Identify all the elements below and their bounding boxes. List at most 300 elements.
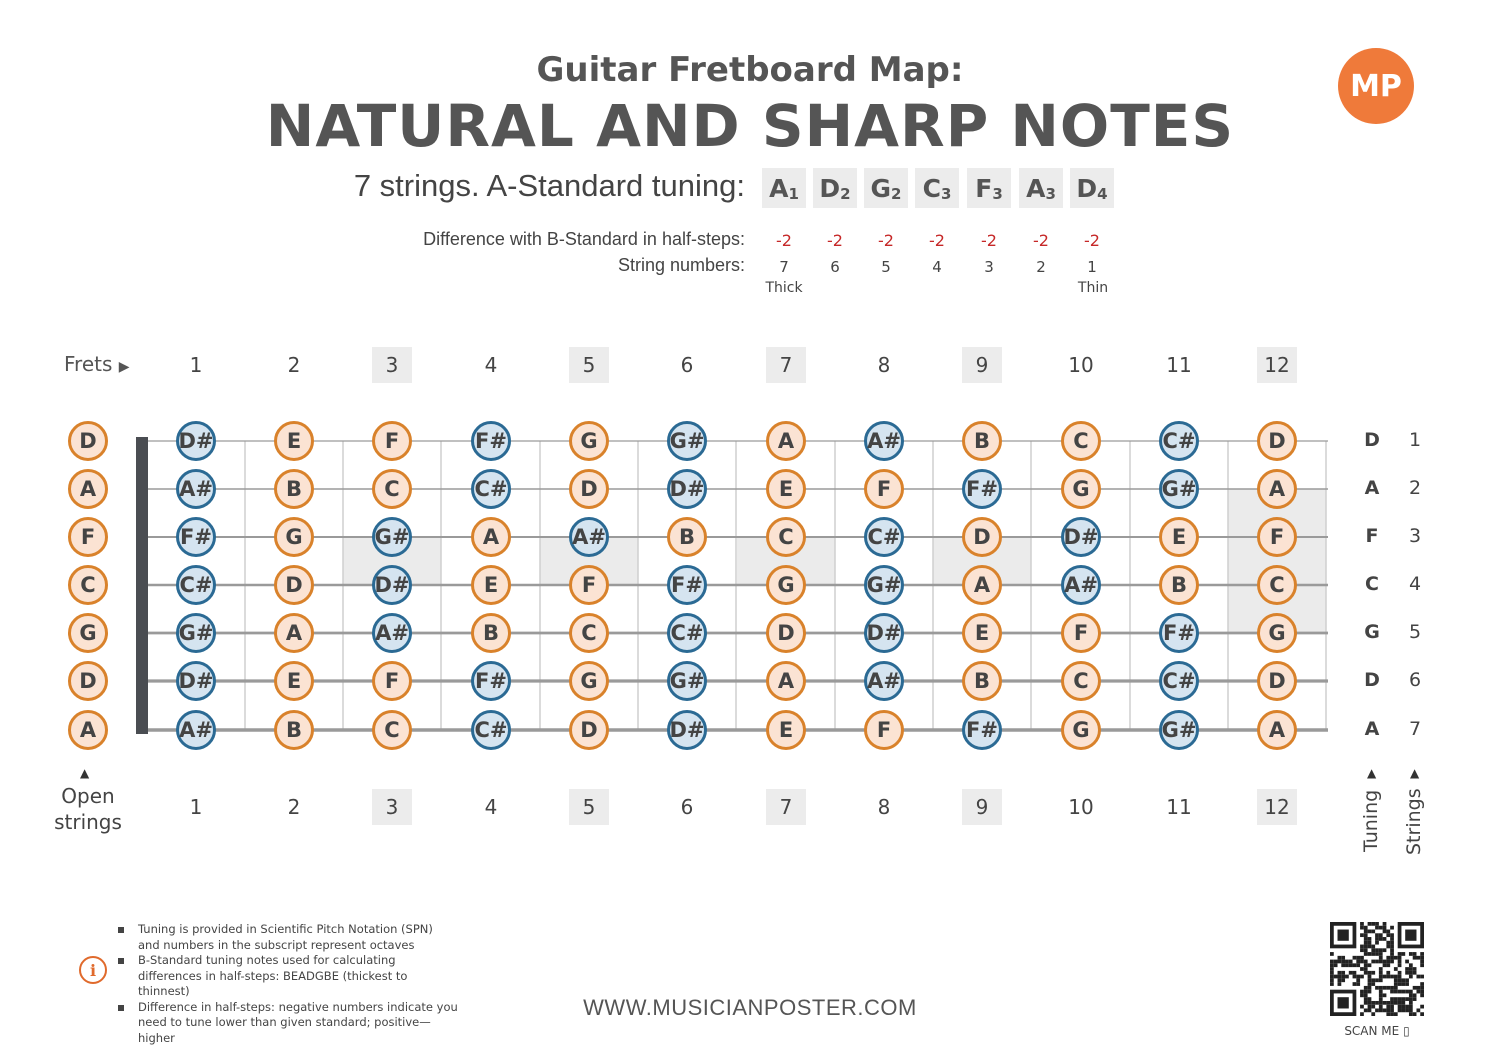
qr-module [1368,952,1372,956]
qr-module [1356,963,1360,967]
qr-module [1330,978,1334,982]
qr-module [1360,975,1364,979]
fret-note: C# [1159,661,1199,701]
right-string-number: 2 [1408,477,1422,499]
fret-number: 1 [189,795,203,819]
qr-module [1386,1005,1390,1009]
qr-module [1409,967,1413,971]
fret-note: C [569,613,609,653]
fret-number: 6 [680,795,694,819]
qr-module [1371,971,1375,975]
qr-module [1375,922,1379,926]
qr-module [1334,963,1338,967]
qr-module [1338,997,1349,1008]
qr-module [1394,956,1398,960]
fret-note: G# [372,517,412,557]
fret-note: E [471,565,511,605]
qr-module [1360,993,1364,997]
fret-note: A# [176,710,216,750]
fret-number: 9 [962,347,1002,383]
qr-module [1386,963,1390,967]
qr-module [1386,1008,1390,1012]
fret-marker-shade [1228,489,1326,633]
fret-number: 12 [1257,347,1297,383]
fret-note: D# [667,469,707,509]
tuning-note-octave: 2 [891,185,902,203]
qr-module [1398,963,1402,967]
arrow-up-icon: ▲ [80,766,90,780]
right-tuning-note: G [1364,621,1380,643]
qr-module [1330,952,1334,956]
fret-note: G# [1159,710,1199,750]
qr-module [1383,975,1387,979]
qr-module [1416,975,1420,979]
qr-module [1398,1001,1402,1005]
fret-note: F# [962,469,1002,509]
fret-note: B [274,710,314,750]
diff-value: -2 [981,231,997,250]
diff-value: -2 [827,231,843,250]
fret-note: G [274,517,314,557]
qr-module [1360,933,1364,937]
fret-note: E [766,469,806,509]
qr-module [1353,971,1357,975]
fret-note: E [274,421,314,461]
qr-module [1375,952,1379,956]
string-number: 4 [932,258,942,276]
qr-module [1368,978,1372,982]
qr-module [1341,960,1345,964]
string-number: 3 [984,258,994,276]
qr-module [1413,956,1417,960]
qr-module [1375,978,1379,982]
qr-module [1364,1001,1368,1005]
qr-module [1375,941,1379,945]
qr-module [1409,1012,1413,1016]
qr-module [1371,930,1375,934]
tuning-note-octave: 2 [840,185,851,203]
qr-module [1390,952,1394,956]
right-string-number: 5 [1408,621,1422,643]
right-string-number: 6 [1408,669,1422,691]
qr-module [1398,956,1402,960]
qr-module [1386,945,1390,949]
qr-module [1360,1005,1364,1009]
qr-module [1386,930,1390,934]
qr-module [1353,975,1357,979]
qr-module [1371,978,1375,982]
qr-module [1330,960,1334,964]
fret-note: D [962,517,1002,557]
qr-module [1405,1005,1409,1009]
right-string-number: 7 [1408,718,1422,740]
fret-number: 7 [766,347,806,383]
tuning-note-octave: 3 [1045,185,1056,203]
tuning-note-letter: A [1026,173,1046,203]
fret-note: F# [471,421,511,461]
fret-note: A [766,421,806,461]
fret-number: 1 [189,353,203,377]
right-string-number: 3 [1408,525,1422,547]
qr-module [1379,933,1383,937]
qr-module [1409,993,1413,997]
fret-note: A [1257,469,1297,509]
qr-module [1364,952,1368,956]
fret-note: A [962,565,1002,605]
qr-module [1383,1008,1387,1012]
qr-module [1394,986,1398,990]
qr-module [1345,960,1349,964]
fret-note: D# [667,710,707,750]
qr-module [1386,1001,1390,1005]
qr-module [1330,975,1334,979]
qr-module [1390,937,1394,941]
fret-note: B [667,517,707,557]
fret-note: G# [864,565,904,605]
fret-number: 3 [372,789,412,825]
qr-module [1349,963,1353,967]
qr-module [1360,948,1364,952]
qr-module [1341,978,1345,982]
qr-module [1390,948,1394,952]
qr-module [1379,1005,1383,1009]
qr-module [1360,990,1364,994]
open-string-note: G [68,613,108,653]
qr-module [1353,956,1357,960]
qr-module [1398,982,1402,986]
tuning-note-letter: A [769,173,789,203]
qr-module [1349,971,1353,975]
qr-module [1394,997,1398,1001]
qr-module [1398,990,1402,994]
qr-module [1364,933,1368,937]
qr-module [1383,986,1387,990]
right-tuning-note: D [1364,669,1380,691]
qr-module [1338,978,1342,982]
fret-note: C# [864,517,904,557]
qr-module [1398,952,1402,956]
fret-note: G [766,565,806,605]
website-link[interactable]: WWW.MUSICIANPOSTER.COM [583,995,917,1020]
qr-module [1375,1001,1379,1005]
fret-note: D# [176,661,216,701]
qr-module [1379,926,1383,930]
fret-note: B [1159,565,1199,605]
fret-note: G# [667,421,707,461]
qr-module [1413,952,1417,956]
qr-module [1379,960,1383,964]
scan-me-text: SCAN ME [1344,1024,1400,1038]
qr-module [1413,971,1417,975]
qr-module [1341,956,1345,960]
qr-module [1390,926,1394,930]
fret-note: C [1061,661,1101,701]
footnote-item: Difference in half-steps: negative numbers indicate you need to tune lower than given standard; positive—higher [118,1000,458,1047]
qr-module [1413,986,1417,990]
qr-module [1409,997,1413,1001]
open-string-note: C [68,565,108,605]
qr-module [1405,971,1409,975]
qr-module [1398,1008,1402,1012]
qr-module [1390,990,1394,994]
qr-module [1379,937,1383,941]
qr-module [1416,1008,1420,1012]
fret-number: 9 [962,789,1002,825]
qr-module [1383,993,1387,997]
fret-number: 10 [1068,353,1094,377]
qr-module [1383,963,1387,967]
tuning-note-octave: 1 [788,185,799,203]
tuning-note-octave: 4 [1097,185,1108,203]
qr-module [1420,963,1424,967]
qr-module [1371,960,1375,964]
qr-module [1386,1012,1390,1016]
qr-module [1394,982,1398,986]
qr-module [1368,945,1372,949]
fret-note: B [274,469,314,509]
qr-module [1364,963,1368,967]
qr-module [1334,975,1338,979]
right-string-number: 1 [1408,429,1422,451]
qr-module [1413,967,1417,971]
qr-module [1368,986,1372,990]
qr-module [1405,960,1409,964]
scan-me-label [1320,1024,1434,1038]
page-title: NATURAL AND SHARP NOTES [265,92,1235,160]
qr-module [1420,975,1424,979]
qr-module [1375,948,1379,952]
qr-module [1375,926,1379,930]
qr-module [1338,982,1342,986]
qr-module [1383,937,1387,941]
qr-module [1401,1008,1405,1012]
qr-module [1413,993,1417,997]
qr-module [1409,963,1413,967]
qr-module [1386,986,1390,990]
qr-module [1353,982,1357,986]
qr-module [1368,1008,1372,1012]
fret-number: 4 [484,795,498,819]
qr-module [1371,1001,1375,1005]
right-string-number: 4 [1408,573,1422,595]
qr-module [1368,990,1372,994]
qr-module [1345,963,1349,967]
diff-value: -2 [776,231,792,250]
page-subtitle: Guitar Fretboard Map: [536,50,964,90]
qr-module [1401,982,1405,986]
fret-number: 7 [766,789,806,825]
fret-note: E [962,613,1002,653]
qr-module [1390,986,1394,990]
fret-note: D# [864,613,904,653]
nut [136,437,148,734]
fret-note: F [864,469,904,509]
qr-module [1409,952,1413,956]
fret-note: C [1061,421,1101,461]
qr-module [1368,1001,1372,1005]
qr-module [1371,1012,1375,1016]
open-strings-label: Open strings [54,784,122,834]
tuning-note-octave: 3 [940,185,952,203]
qr-module [1338,956,1342,960]
qr-module [1360,967,1364,971]
qr-module [1368,922,1372,926]
fret-note: C [372,469,412,509]
fret-number: 11 [1166,795,1192,819]
tuning-note-letter: G [870,173,892,203]
fret-note: G [1257,613,1297,653]
right-tuning-note: A [1364,477,1380,499]
qr-module [1364,937,1368,941]
fret-number: 5 [569,789,609,825]
qr-module [1379,975,1383,979]
qr-module [1398,978,1402,982]
qr-module [1390,1008,1394,1012]
qr-module [1379,952,1383,956]
qr-module [1390,933,1394,937]
qr-module [1364,967,1368,971]
fret-note: A# [1061,565,1101,605]
fret-note: C# [471,469,511,509]
string-number: 2 [1036,258,1046,276]
fret-note: B [962,661,1002,701]
string-number: 7 [779,258,789,276]
fret-note: F# [962,710,1002,750]
arrow-up-icon: ▲ [1367,766,1377,780]
qr-module [1420,993,1424,997]
qr-module [1416,990,1420,994]
qr-module [1338,971,1342,975]
qr-module [1368,975,1372,979]
fret-note: G [1061,469,1101,509]
qr-module [1390,997,1394,1001]
qr-module [1341,971,1345,975]
fret-number: 5 [569,347,609,383]
fret-note: A [471,517,511,557]
qr-module [1420,1012,1424,1016]
qr-module [1371,982,1375,986]
fret-number: 8 [877,353,891,377]
qr-module [1405,990,1409,994]
qr-module [1398,971,1402,975]
qr-module [1364,997,1368,1001]
qr-module [1420,982,1424,986]
qr-module [1364,960,1368,964]
qr-module [1383,948,1387,952]
qr-module [1386,956,1390,960]
qr-module [1375,986,1379,990]
qr-module [1379,1001,1383,1005]
qr-module [1383,926,1387,930]
qr-module [1341,963,1345,967]
diff-label: Difference with B-Standard in half-steps: [423,229,745,249]
fret-note: A [766,661,806,701]
tuning-note-letter: C [922,173,941,203]
strings-axis-label: Strings [1403,788,1425,855]
qr-module [1390,956,1394,960]
qr-module [1394,1012,1398,1016]
qr-module [1360,926,1364,930]
open-string-note: A [68,710,108,750]
phone-icon: ▯ [1403,1024,1410,1038]
footnotes [118,922,458,1046]
qr-module [1368,982,1372,986]
qr-module [1416,956,1420,960]
qr-module [1368,937,1372,941]
qr-module [1379,948,1383,952]
qr-module [1413,997,1417,1001]
qr-module [1401,1005,1405,1009]
qr-module [1360,945,1364,949]
fret-note: F [1061,613,1101,653]
fret-note: D [274,565,314,605]
qr-module [1405,967,1409,971]
qr-module [1394,990,1398,994]
qr-module [1405,1008,1409,1012]
qr-module [1330,963,1334,967]
right-tuning-note: A [1364,718,1380,740]
qr-module [1349,960,1353,964]
qr-module [1364,948,1368,952]
qr-module [1386,960,1390,964]
qr-module [1405,978,1409,982]
qr-module [1345,975,1349,979]
qr-code-icon[interactable] [1330,922,1424,1016]
qr-module [1379,956,1383,960]
arrow-up-icon: ▲ [1410,766,1420,780]
qr-module [1338,975,1342,979]
fret-note: E [766,710,806,750]
fret-note: D [569,469,609,509]
fret-number: 12 [1257,789,1297,825]
fret-note: B [962,421,1002,461]
qr-module [1360,922,1364,926]
qr-module [1394,978,1398,982]
qr-module [1364,945,1368,949]
qr-module [1401,990,1405,994]
qr-module [1364,971,1368,975]
qr-module [1375,960,1379,964]
fret-note: G [569,661,609,701]
qr-module [1368,997,1372,1001]
footnote-item: Tuning is provided in Scientific Pitch Notation (SPN) and numbers in the subscript represent octaves [118,922,458,953]
qr-module [1356,960,1360,964]
fret-number: 4 [484,353,498,377]
qr-module [1364,930,1368,934]
qr-module [1420,990,1424,994]
qr-module [1383,922,1387,926]
qr-module [1390,941,1394,945]
string-number: 6 [830,258,840,276]
qr-module [1375,1008,1379,1012]
qr-module [1386,975,1390,979]
diff-value: -2 [929,231,945,250]
diff-value: -2 [1033,231,1049,250]
tuning-note-octave: 3 [992,185,1003,203]
qr-module [1379,978,1383,982]
qr-module [1390,1005,1394,1009]
qr-module [1360,1012,1364,1016]
open-string-note: D [68,421,108,461]
fret-note: C [766,517,806,557]
fret-note: D [766,613,806,653]
qr-module [1368,1005,1372,1009]
qr-module [1356,975,1360,979]
fret-note: D [1257,421,1297,461]
qr-module [1386,971,1390,975]
open-string-note: D [68,661,108,701]
qr-module [1353,963,1357,967]
